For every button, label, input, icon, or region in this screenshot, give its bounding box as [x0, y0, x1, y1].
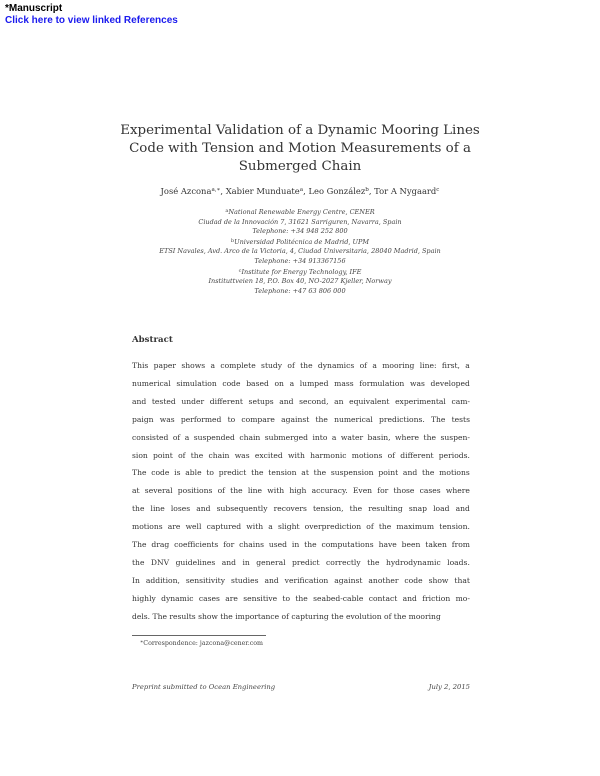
abstract-line: The code is able to predict the tension at the suspension point and the motions	[132, 468, 470, 478]
affiliation-text: Telephone: +34 913367156	[254, 256, 346, 265]
affiliation-line	[90, 287, 510, 297]
affiliation-line	[90, 267, 510, 278]
abstract-line: motions are well captured with a slight overprediction of the maximum tension.	[132, 522, 470, 532]
affiliations	[90, 207, 510, 296]
title-line: Submerged Chain	[238, 159, 362, 174]
author-separator: ,	[220, 186, 226, 196]
affiliation-text: Telephone: +34 948 252 800	[252, 227, 348, 236]
affiliation-text: Ciudad de la Innovación 7, 31621 Sarriguren, Navarra, Spain	[198, 217, 402, 226]
affiliation-line	[90, 227, 510, 237]
author-affiliation-mark: a,∗	[211, 187, 221, 193]
author-list	[80, 185, 520, 197]
affiliation-line	[90, 218, 510, 228]
linked-references-link[interactable]: Click here to view linked References	[5, 15, 178, 26]
affiliation-line	[90, 237, 510, 248]
author-separator: ,	[368, 186, 375, 196]
affiliation-line	[90, 207, 510, 218]
abstract-line: consisted of a suspended chain submerged into a water basin, where the suspen-	[132, 432, 470, 442]
preprint-note: Preprint submitted to Ocean Engineering	[132, 683, 276, 691]
affiliation-text: Telephone: +47 63 806 000	[254, 286, 346, 295]
affiliation-line	[90, 277, 510, 287]
affiliation-mark: b	[230, 237, 235, 244]
author-name: Tor A Nygaard	[374, 186, 437, 196]
author-name: Leo González	[308, 186, 366, 196]
preprint-date: July 2, 2015	[428, 683, 470, 691]
author-affiliation-mark: b	[365, 187, 369, 193]
author-affiliation-mark: c	[436, 187, 440, 193]
affiliation-mark: c	[238, 267, 242, 274]
abstract-body	[132, 357, 470, 626]
footnote-mark: ∗	[140, 640, 144, 645]
affiliation-mark: a	[225, 208, 229, 214]
footnote-text: Correspondence: jazcona@cener.com	[143, 640, 264, 647]
abstract-line: and tested under different setups and second, an equivalent experimental cam-	[132, 396, 470, 406]
affiliation-text: National Renewable Energy Centre, CENER	[228, 208, 375, 216]
abstract-heading: Abstract	[132, 335, 173, 345]
affiliation-text: Universidad Politécnica de Madrid, UPM	[234, 237, 370, 246]
title-line: Experimental Validation of a Dynamic Mooring Lines	[120, 123, 480, 138]
abstract-line: In addition, sensitivity studies and verification against another code show that	[132, 575, 470, 585]
affiliation-line	[90, 257, 510, 267]
abstract-line: This paper shows a complete study of the dynamics of a mooring line: first, a	[132, 361, 470, 370]
author-affiliation-mark: a	[299, 187, 304, 193]
abstract-line: numerical simulation code based on a lumped mass formulation was developed	[132, 378, 470, 388]
author-name: José Azcona	[160, 186, 212, 196]
manuscript-label: *Manuscript	[5, 3, 63, 14]
title-line: Code with Tension and Motion Measurements of a	[129, 141, 471, 156]
abstract-line: the line loses and subsequently recovers tension, the resulting snap load and	[132, 504, 470, 514]
abstract-line: at several positions of the line with high accuracy. Even for those cases where	[132, 486, 470, 496]
author-name: Xabier Munduate	[225, 186, 300, 196]
affiliation-text: Instituttveien 18, P.O. Box 40, NO-2027 Kjeller, Norway	[208, 277, 392, 286]
affiliation-line	[90, 247, 510, 257]
author-separator: ,	[303, 186, 309, 196]
abstract-line: highly dynamic cases are sensitive to the seabed-cable contact and friction mo-	[132, 593, 470, 603]
abstract-line: paign was performed to compare against the numerical predictions. The tests	[132, 414, 470, 424]
correspondence-footnote	[140, 640, 263, 647]
abstract-line: The drag coefficients for chains used in the computations have been taken from	[132, 540, 470, 550]
affiliation-text: ETSI Navales, Avd. Arco de la Victoria, 4, Ciudad Universitaria, 28040 Madrid, Spain	[159, 247, 441, 256]
paper-title	[100, 122, 500, 176]
abstract-line: dels. The results show the importance of capturing the evolution of the mooring	[132, 611, 441, 621]
affiliation-text: Institute for Energy Technology, IFE	[241, 267, 362, 276]
abstract-line: the DNV guidelines and in general predict correctly the hydrodynamic loads.	[132, 557, 470, 567]
footnote-rule	[132, 635, 266, 636]
abstract-line: sion point of the chain was excited with harmonic motions of different periods.	[132, 450, 470, 460]
